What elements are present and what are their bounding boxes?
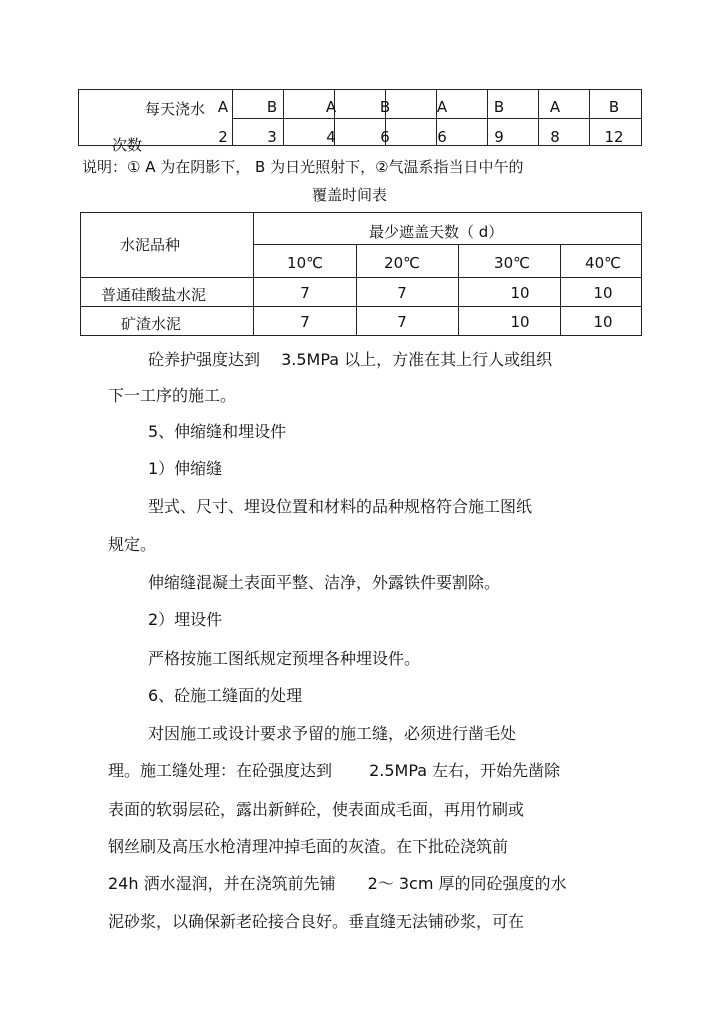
t1-value-7: 8 xyxy=(550,128,560,146)
t1-value-4: 6 xyxy=(380,128,390,146)
t1-value-3: 4 xyxy=(326,128,336,146)
t1-header-5: A xyxy=(436,98,448,116)
subheading-expansion-joint: 1）伸缩缝 xyxy=(148,459,223,478)
cement-row-2-name: 矿渣水泥 xyxy=(121,315,182,333)
table2-title: 覆盖时间表 xyxy=(312,186,388,204)
paragraph-line: 型式、尺寸、埋设位置和材料的品种规格符合施工图纸 xyxy=(148,497,533,516)
subheading-embedded-parts: 2）埋设件 xyxy=(148,610,223,629)
cement-row-2-v1: 7 xyxy=(300,313,310,331)
paragraph-line: 砼养护强度达到 3.5MPa 以上，方准在其上行人或组织 xyxy=(148,350,553,369)
t1-header-8: B xyxy=(608,98,620,116)
t1-header-2: B xyxy=(266,98,278,116)
paragraph-line: 表面的软弱层砼，露出新鲜砼，使表面成毛面，再用竹刷或 xyxy=(108,800,525,819)
cement-row-2-v4: 10 xyxy=(593,313,613,331)
paragraph-line: 下一工序的施工。 xyxy=(108,386,237,405)
paragraph-line: 泥砂浆，以确保新老砼接合良好。垂直缝无法铺砂浆，可在 xyxy=(108,912,525,931)
table-note: 说明：① A 为在阴影下， B 为日光照射下，②气温系指当日中午的 xyxy=(82,158,524,176)
paragraph-line: 对因施工或设计要求予留的施工缝，必须进行凿毛处 xyxy=(148,724,517,743)
t1-header-6: B xyxy=(493,98,505,116)
paragraph-line: 严格按施工图纸规定预埋各种埋设件。 xyxy=(148,649,421,668)
t1-header-4: B xyxy=(379,98,391,116)
header-min-cover-days: 最少遮盖天数（ d） xyxy=(369,223,504,241)
section-heading-6: 6、砼施工缝面的处理 xyxy=(148,686,303,705)
t1-value-1: 2 xyxy=(218,128,228,146)
temp-10: 10℃ xyxy=(287,254,323,272)
cement-row-1-name: 普通硅酸盐水泥 xyxy=(101,286,207,304)
row-label-count: 次数 xyxy=(112,136,143,154)
t1-value-5: 6 xyxy=(437,128,447,146)
paragraph-line: 理。施工缝处理：在砼强度达到 2.5MPa 左右，开始先凿除 xyxy=(108,761,561,780)
t1-value-6: 9 xyxy=(494,128,504,146)
cement-row-1-v1: 7 xyxy=(300,284,310,302)
cement-row-1-v2: 7 xyxy=(397,284,407,302)
paragraph-line: 规定。 xyxy=(108,535,157,554)
paragraph-line: 钢丝刷及高压水枪清理冲掉毛面的灰渣。在下批砼浇筑前 xyxy=(108,837,509,856)
temp-20: 20℃ xyxy=(384,254,420,272)
cement-row-1-v3: 10 xyxy=(510,284,530,302)
paragraph-line: 伸缩缝混凝土表面平整、洁净，外露铁件要割除。 xyxy=(148,573,501,592)
t1-header-3: A xyxy=(325,98,337,116)
t1-header-7: A xyxy=(549,98,561,116)
t1-header-1: A xyxy=(217,98,229,116)
temp-30: 30℃ xyxy=(494,254,530,272)
header-cement-type: 水泥品种 xyxy=(120,236,181,254)
t1-value-8: 12 xyxy=(604,128,624,146)
cement-row-2-v3: 10 xyxy=(510,313,530,331)
t1-value-2: 3 xyxy=(267,128,277,146)
paragraph-line: 24h 洒水湿润，并在浇筑前先铺 2～ 3cm 厚的同砼强度的水 xyxy=(108,874,567,893)
section-heading-5: 5、伸缩缝和埋设件 xyxy=(148,422,287,441)
cement-row-2-v2: 7 xyxy=(397,313,407,331)
temp-40: 40℃ xyxy=(585,254,621,272)
row-label-daily-watering: 每天浇水 xyxy=(145,100,206,118)
cement-row-1-v4: 10 xyxy=(593,284,613,302)
